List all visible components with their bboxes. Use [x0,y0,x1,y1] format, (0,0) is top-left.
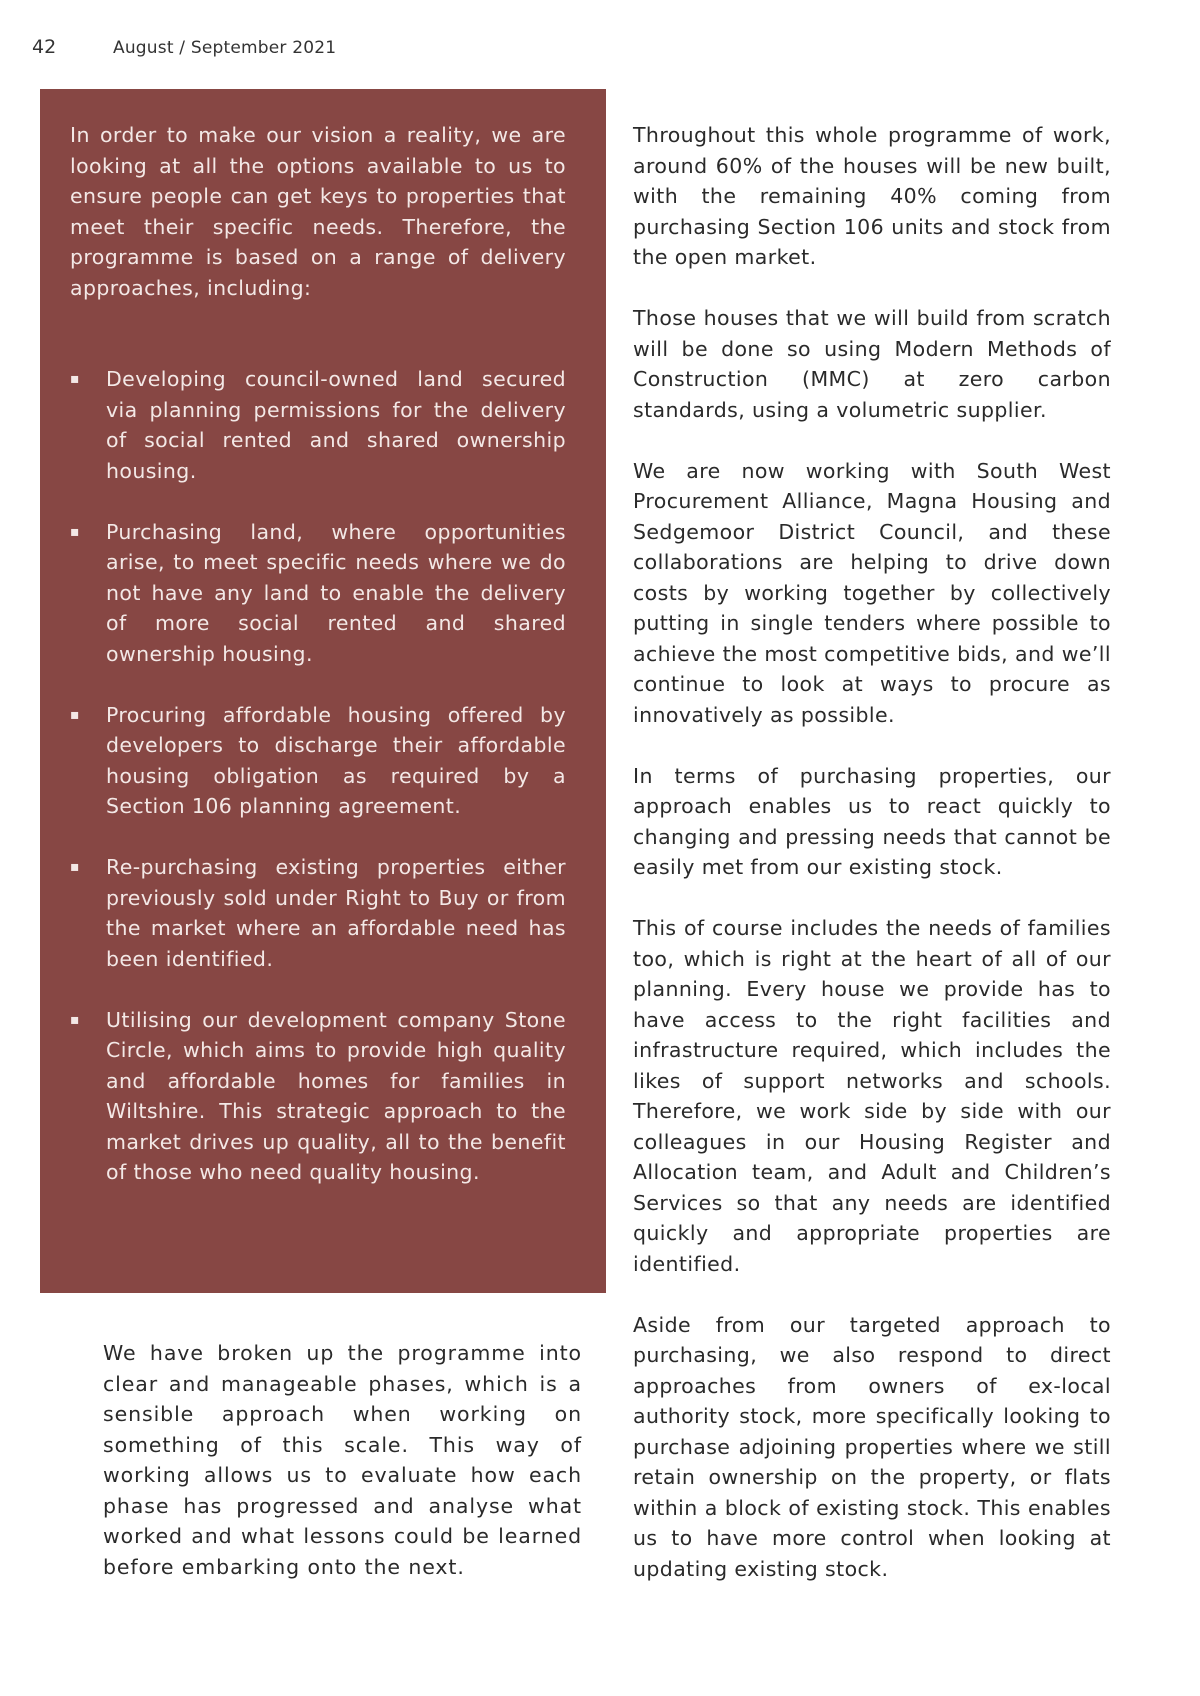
page-number: 42 [32,36,57,58]
right-column [633,120,1111,1615]
body-paragraph: Throughout this whole programme of work, around 60% of the houses will be new built, with the remaining 40% coming from purchasing Section 106 units and stock from the open market. [633,123,1111,269]
phases-paragraph: We have broken up the programme into clear and manageable phases, which is a sensible approach when working on something of this scale. This way of working allows us to evaluate how each phase has progressed and analyse what worked and what lessons could be learned before embarking onto the next. [103,1341,582,1579]
list-item-text: Developing council-owned land secured via planning permissions for the delivery of social rented and shared ownership housing. [106,367,566,483]
list-item-text: Purchasing land, where opportunities arise, to meet specific needs where we do not have any land to enable the delivery of more social rented and shared ownership housing. [106,519,566,666]
panel-intro: In order to make our vision a reality, we are looking at all the options available to us to ensure people can get keys to properties that meet their specific needs. Therefore, the programme is based on a range of delivery approaches, including: [70,123,566,300]
bullet-icon: ▪ [70,859,80,875]
bullet-icon: ▪ [70,523,80,540]
body-paragraph: Those houses that we will build from scratch will be done so using Modern Methods of Construction (MMC) at zero carbon standards, using a volumetric supplier. [633,306,1111,422]
bullet-icon: ▪ [70,706,80,723]
list-item-text: Utilising our development company Stone Circle, which aims to provide high quality and affordable homes for families in Wiltshire. This strategic approach to the market drives up quality, all to the benefit of those who need quality housing. [106,1007,566,1184]
bullet-icon: ▪ [70,371,80,387]
body-paragraph: This of course includes the needs of families too, which is right at the heart of all of our planning. Every house we provide has to have access to the right facilities and infrastructure required, which includes the likes of support networks and schools. Therefore, we work side by side with our colleagues in our Housing Register and Allocation team, and Adult and Children’s Services so that any needs are identified quickly and appropriate properties are identified. [633,916,1111,1276]
body-paragraph: Aside from our targeted approach to purchasing, we also respond to direct approaches from owners of ex-local authority stock, more specifically looking to purchase adjoining properties where we still retain ownership on the property, or flats within a block of existing stock. This enables us to have more control when looking at updating existing stock. [633,1312,1111,1581]
list-item [70,1005,566,1188]
list-item-text: Procuring affordable housing offered by developers to discharge their affordable housing obligation as required by a Section 106 planning agreement. [106,702,566,818]
delivery-approaches-list [70,364,566,1218]
list-item [70,852,566,974]
list-item [70,700,566,822]
list-item-text: Re-purchasing existing properties either previously sold under Right to Buy or from the market where an affordable need has been identified. [106,855,566,971]
list-item [70,364,566,486]
body-paragraph: We are now working with South West Procurement Alliance, Magna Housing and Sedgemoor District Council, and these collaborations are helping to drive down costs by working together by collectively putting in single tenders where possible to achieve the most competitive bids, and we’ll continue to look at ways to procure as innovatively as possible. [633,458,1111,727]
body-paragraph: In terms of purchasing properties, our approach enables us to react quickly to changing and pressing needs that cannot be easily met from our existing stock. [633,763,1111,879]
bullet-icon: ▪ [70,1011,80,1028]
list-item [70,517,566,670]
issue-date: August / September 2021 [113,38,337,58]
